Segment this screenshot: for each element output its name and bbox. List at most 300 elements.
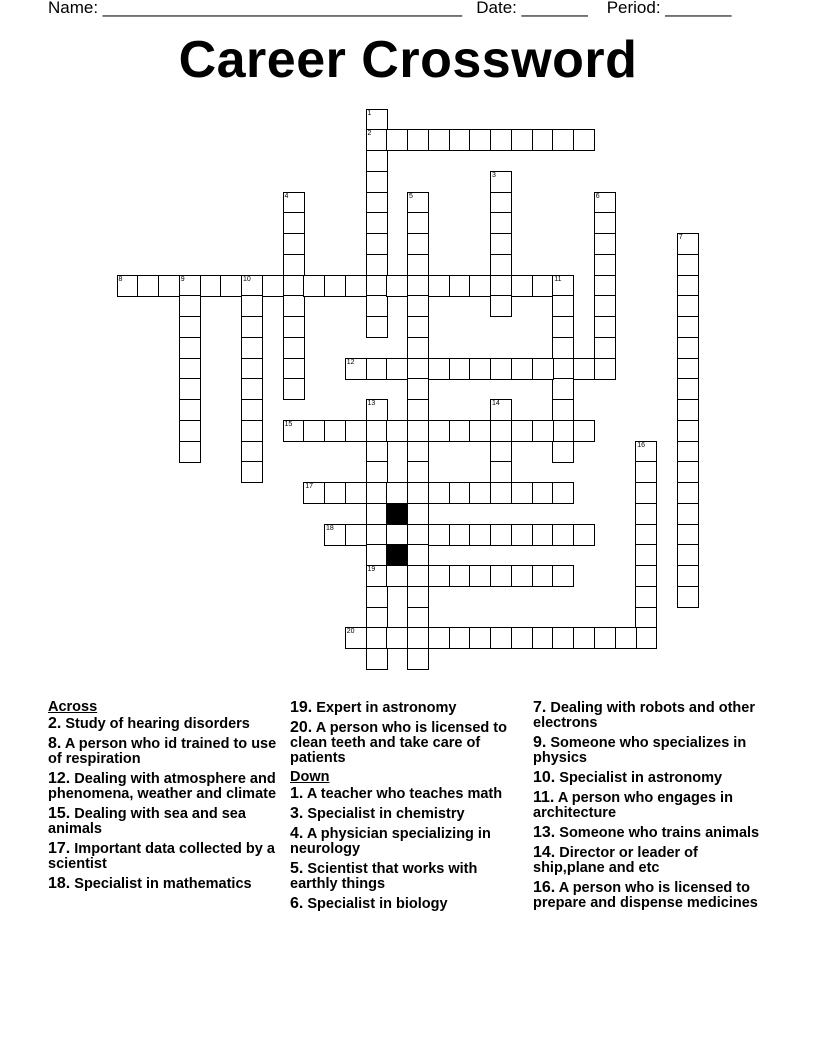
grid-cell[interactable] [532,565,554,587]
grid-cell[interactable] [366,358,388,380]
clue-text: Specialist in mathematics [70,876,252,892]
grid-cell[interactable] [490,212,512,234]
grid-cell[interactable] [428,275,450,297]
grid-cell[interactable] [283,420,305,442]
grid-cell[interactable] [179,399,201,421]
clue-text: Specialist in biology [303,896,448,912]
grid-cell[interactable] [366,399,388,421]
grid-cell[interactable] [573,420,595,442]
grid-cell[interactable] [677,316,699,338]
down-clue [290,786,526,802]
grid-cell[interactable] [241,461,263,483]
down-clue [533,770,769,786]
grid-cell[interactable] [407,378,429,400]
clue-num: 13. [533,824,556,841]
grid-cell[interactable] [283,254,305,276]
clues-column-1 [48,700,284,896]
grid-cell[interactable] [511,275,533,297]
clue-text: Study of hearing disorders [61,716,250,732]
grid-cell[interactable] [303,482,325,504]
down-clue [533,880,769,911]
grid-cell[interactable] [366,524,388,546]
down-clue [290,806,526,822]
grid-cell[interactable] [407,565,429,587]
clue-number: 3 [492,171,496,179]
grid-cell[interactable] [469,524,491,546]
grid-cell[interactable] [179,420,201,442]
grid-cell[interactable] [511,524,533,546]
grid-cell[interactable] [407,358,429,380]
grid-cell[interactable] [594,358,616,380]
down-clue [290,861,526,892]
grid-cell[interactable] [407,420,429,442]
grid-cell[interactable] [552,378,574,400]
grid-cell[interactable] [407,503,429,525]
clue-num: 15. [48,805,71,822]
down-heading: Down [290,769,330,785]
clue-text: Scientist that works with earthly things [290,861,478,892]
grid-cell[interactable] [386,627,408,649]
clue-num: 14. [533,844,556,861]
grid-cell[interactable] [677,254,699,276]
grid-cell[interactable] [407,607,429,629]
grid-cell[interactable] [490,295,512,317]
clue-num: 6. [290,895,304,912]
across-clue-list [48,716,284,892]
grid-cell[interactable] [490,275,512,297]
grid-cell[interactable] [283,378,305,400]
grid-cell[interactable] [532,524,554,546]
grid-cell[interactable] [511,627,533,649]
grid-cell[interactable] [552,399,574,421]
across-clue [48,806,284,837]
clue-number: 13 [367,400,376,407]
grid-cell[interactable] [635,461,657,483]
grid-cell[interactable] [366,503,388,525]
clue-number: 12 [346,358,355,366]
grid-cell[interactable] [594,192,616,214]
grid-cell[interactable] [428,420,450,442]
grid-cell[interactable] [428,524,450,546]
clue-number: 19 [367,566,376,573]
grid-cell[interactable] [635,482,657,504]
grid-cell[interactable] [366,482,388,504]
grid-cell[interactable] [677,586,699,608]
clues-column-3 [533,700,769,915]
clue-num: 5. [290,860,304,877]
grid-cell[interactable] [241,420,263,442]
grid-cell[interactable] [552,565,574,587]
grid-cell[interactable] [469,420,491,442]
clue-text: Dealing with atmosphere and phenomena, weather and climate [48,771,277,802]
grid-cell[interactable] [324,275,346,297]
grid-cell[interactable] [428,565,450,587]
grid-cell[interactable] [407,627,429,649]
grid-cell[interactable] [428,358,450,380]
grid-cell[interactable] [490,192,512,214]
grid-cell[interactable] [573,524,595,546]
grid-cell[interactable] [407,295,429,317]
grid-cell[interactable] [283,295,305,317]
grid-cell[interactable] [386,524,408,546]
grid-cell[interactable] [283,275,305,297]
grid-cell[interactable] [407,524,429,546]
grid-cell[interactable] [511,420,533,442]
grid-cell[interactable] [345,524,367,546]
grid-cell[interactable] [283,212,305,234]
grid-cell[interactable] [262,275,284,297]
grid-cell[interactable] [511,129,533,151]
grid-cell[interactable] [366,607,388,629]
clue-text: Expert in astronomy [312,700,457,716]
clue-num: 8. [48,735,62,752]
clue-num: 1. [290,785,304,802]
grid-cell[interactable] [490,565,512,587]
grid-cell[interactable] [179,378,201,400]
grid-cell[interactable] [677,399,699,421]
clue-text: Dealing with sea and sea animals [48,806,246,837]
down-clue [533,790,769,821]
grid-cell[interactable] [407,441,429,463]
clue-text: A person who engages in architecture [533,790,733,821]
grid-cell[interactable] [241,441,263,463]
grid-cell[interactable] [552,275,574,297]
clue-text: Important data collected by a scientist [48,841,275,872]
across-clue [48,716,284,732]
grid-cell[interactable] [490,358,512,380]
grid-cell[interactable] [449,565,471,587]
across-clue [48,841,284,872]
grid-cell[interactable] [241,337,263,359]
grid-cell[interactable] [552,316,574,338]
grid-cell[interactable] [635,565,657,587]
grid-cell[interactable] [117,275,139,297]
grid-cell[interactable] [573,129,595,151]
down-clue-list [290,786,526,912]
grid-cell[interactable] [594,233,616,255]
grid-cell[interactable] [449,524,471,546]
grid-cell[interactable] [345,627,367,649]
grid-cell[interactable] [283,337,305,359]
grid-cell[interactable] [635,607,657,629]
grid-cell[interactable] [241,275,263,297]
grid-cell[interactable] [407,129,429,151]
period-field-label: Period: _______ [606,0,732,17]
clue-number: 6 [595,192,600,200]
grid-cell[interactable] [594,295,616,317]
grid-cell[interactable] [386,420,408,442]
clue-num: 7. [533,699,547,716]
grid-cell[interactable] [386,565,408,587]
grid-cell[interactable] [552,441,574,463]
clue-number: 5 [409,192,413,200]
grid-cell[interactable] [552,129,574,151]
grid-cell[interactable] [345,275,367,297]
grid-cell[interactable] [366,461,388,483]
grid-cell[interactable] [594,275,616,297]
grid-cell[interactable] [345,482,367,504]
grid-cell[interactable] [386,358,408,380]
grid-cell[interactable] [366,233,388,255]
grid-cell[interactable] [469,129,491,151]
grid-cell[interactable] [449,627,471,649]
grid-cell[interactable] [573,627,595,649]
grid-cell[interactable] [677,524,699,546]
grid-cell[interactable] [635,544,657,566]
clue-text: Specialist in astronomy [555,770,723,786]
grid-cell[interactable] [449,482,471,504]
grid-cell[interactable] [407,254,429,276]
grid-cell[interactable] [283,316,305,338]
grid-cell[interactable] [552,295,574,317]
across-heading: Across [48,699,98,715]
clue-text: A person who is licensed to prepare and dispense medicines [533,880,758,911]
clue-number: 20 [346,628,355,636]
clue-text: Someone who trains animals [555,825,760,841]
grid-cell[interactable] [677,420,699,442]
across-clue [48,771,284,802]
grid-cell[interactable] [303,420,325,442]
grid-cell[interactable] [386,129,408,151]
grid-cell[interactable] [137,275,159,297]
clue-text: A physician specializing in neurology [290,826,491,857]
grid-cell[interactable] [241,316,263,338]
grid-cell[interactable] [345,420,367,442]
grid-cell[interactable] [490,524,512,546]
grid-cell[interactable] [573,358,595,380]
grid-cell[interactable] [552,627,574,649]
grid-cell[interactable] [324,420,346,442]
grid-cell[interactable] [241,399,263,421]
grid-cell[interactable] [179,295,201,317]
clue-number: 7 [678,234,683,241]
grid-cell[interactable] [407,337,429,359]
grid-cell[interactable] [428,129,450,151]
grid-cell[interactable] [386,275,408,297]
clue-num: 17. [48,840,71,857]
grid-cell[interactable] [552,337,574,359]
grid-cell[interactable] [366,441,388,463]
grid-cell[interactable] [241,295,263,317]
grid-cell[interactable] [552,524,574,546]
grid-cell[interactable] [469,358,491,380]
grid-cell[interactable] [241,378,263,400]
grid-cell[interactable] [345,358,367,380]
grid-cell[interactable] [677,482,699,504]
grid-cell[interactable] [490,399,512,421]
across-clue-list-cont [290,700,526,766]
grid-cell[interactable] [532,482,554,504]
grid-cell[interactable] [677,275,699,297]
name-field-label: Name: ______________________________________ [48,0,463,17]
grid-cell[interactable] [594,627,616,649]
grid-cell[interactable] [490,254,512,276]
grid-cell[interactable] [490,129,512,151]
grid-cell[interactable] [366,295,388,317]
clue-num: 18. [48,875,71,892]
clue-number: 8 [118,275,123,283]
grid-cell[interactable] [407,461,429,483]
grid-cell[interactable] [241,358,263,380]
grid-cell[interactable] [594,337,616,359]
grid-cell[interactable] [324,524,346,546]
grid-cell[interactable] [366,316,388,338]
grid-cell[interactable] [366,212,388,234]
grid-cell[interactable] [490,420,512,442]
grid-cell[interactable] [490,171,512,193]
clue-number: 9 [180,275,185,283]
down-clue-list-cont [533,700,769,911]
grid-cell[interactable] [532,420,554,442]
grid-cell[interactable] [677,544,699,566]
grid-cell[interactable] [407,316,429,338]
grid-cell[interactable] [469,482,491,504]
grid-cell[interactable] [366,192,388,214]
grid-cell[interactable] [449,358,471,380]
grid-cell[interactable] [677,461,699,483]
grid-cell[interactable] [677,565,699,587]
down-clue [290,896,526,912]
grid-cell[interactable] [511,482,533,504]
grid-cell[interactable] [366,648,388,670]
grid-cell[interactable] [677,233,699,255]
grid-cell[interactable] [179,316,201,338]
clue-number: 11 [554,275,562,283]
grid-cell[interactable] [449,275,471,297]
grid-cell[interactable] [179,337,201,359]
clue-number: 4 [284,192,289,200]
grid-cell[interactable] [552,482,574,504]
grid-cell[interactable] [677,503,699,525]
grid-cell[interactable] [449,420,471,442]
grid-cell[interactable] [366,171,388,193]
grid-cell[interactable] [283,192,305,214]
across-clue [48,876,284,892]
grid-cell[interactable] [366,109,388,131]
down-clue [533,825,769,841]
clue-num: 12. [48,770,71,787]
date-field-label: Date: _______ [476,0,588,17]
grid-cell[interactable] [179,441,201,463]
grid-cell[interactable] [366,150,388,172]
grid-cell[interactable] [594,254,616,276]
grid-cell[interactable] [635,441,657,463]
grid-cell[interactable] [407,586,429,608]
page-title: Career Crossword [178,31,638,89]
grid-cell[interactable] [407,399,429,421]
grid-cell[interactable] [179,358,201,380]
grid-cell[interactable] [200,275,222,297]
grid-cell[interactable] [469,565,491,587]
black-square [386,503,408,525]
grid-cell[interactable] [677,337,699,359]
grid-cell[interactable] [220,275,242,297]
grid-cell[interactable] [366,129,388,151]
grid-cell[interactable] [490,441,512,463]
clue-number: 1 [367,109,372,117]
clue-text: Dealing with robots and other electrons [533,700,755,731]
clue-text: Director or leader of ship,plane and etc [533,845,698,876]
grid-cell[interactable] [677,378,699,400]
grid-cell[interactable] [407,275,429,297]
grid-cell[interactable] [532,627,554,649]
grid-cell[interactable] [635,586,657,608]
grid-cell[interactable] [366,275,388,297]
grid-cell[interactable] [490,233,512,255]
grid-cell[interactable] [511,565,533,587]
grid-cell[interactable] [158,275,180,297]
grid-cell[interactable] [407,648,429,670]
grid-cell[interactable] [366,420,388,442]
grid-cell[interactable] [490,482,512,504]
grid-cell[interactable] [324,482,346,504]
clue-number: 14 [492,400,500,407]
grid-cell[interactable] [407,544,429,566]
black-square [386,544,408,566]
grid-cell[interactable] [407,482,429,504]
grid-cell[interactable] [635,524,657,546]
grid-cell[interactable] [677,358,699,380]
clue-num: 4. [290,825,304,842]
clue-text: Specialist in chemistry [303,806,465,822]
grid-cell[interactable] [594,212,616,234]
grid-cell[interactable] [428,627,450,649]
grid-cell[interactable] [366,565,388,587]
grid-cell[interactable] [366,586,388,608]
clue-num: 10. [533,769,556,786]
grid-cell[interactable] [366,254,388,276]
grid-cell[interactable] [552,358,574,380]
grid-cell[interactable] [407,212,429,234]
grid-cell[interactable] [594,316,616,338]
grid-cell[interactable] [490,627,512,649]
grid-cell[interactable] [469,275,491,297]
clue-number: 16 [637,441,646,449]
grid-cell[interactable] [635,503,657,525]
grid-cell[interactable] [283,233,305,255]
grid-cell[interactable] [490,461,512,483]
grid-cell[interactable] [635,627,657,649]
grid-cell[interactable] [552,420,574,442]
clue-number: 10 [243,275,251,283]
grid-cell[interactable] [428,482,450,504]
grid-cell[interactable] [407,233,429,255]
grid-cell[interactable] [677,441,699,463]
grid-cell[interactable] [283,358,305,380]
grid-cell[interactable] [366,627,388,649]
clue-text: Someone who specializes in physics [533,735,747,766]
grid-cell[interactable] [532,129,554,151]
clues-column-2 [290,700,526,916]
grid-cell[interactable] [677,295,699,317]
grid-cell[interactable] [179,275,201,297]
grid-cell[interactable] [449,129,471,151]
grid-cell[interactable] [386,482,408,504]
down-clue [533,735,769,766]
grid-cell[interactable] [469,627,491,649]
grid-cell[interactable] [532,275,554,297]
grid-cell[interactable] [303,275,325,297]
grid-cell[interactable] [532,358,554,380]
clue-num: 19. [290,699,313,716]
grid-cell[interactable] [407,192,429,214]
clue-num: 9. [533,734,547,751]
clue-number: 15 [284,420,293,428]
grid-cell[interactable] [366,544,388,566]
grid-cell[interactable] [615,627,637,649]
grid-cell[interactable] [511,358,533,380]
clue-num: 20. [290,719,313,736]
